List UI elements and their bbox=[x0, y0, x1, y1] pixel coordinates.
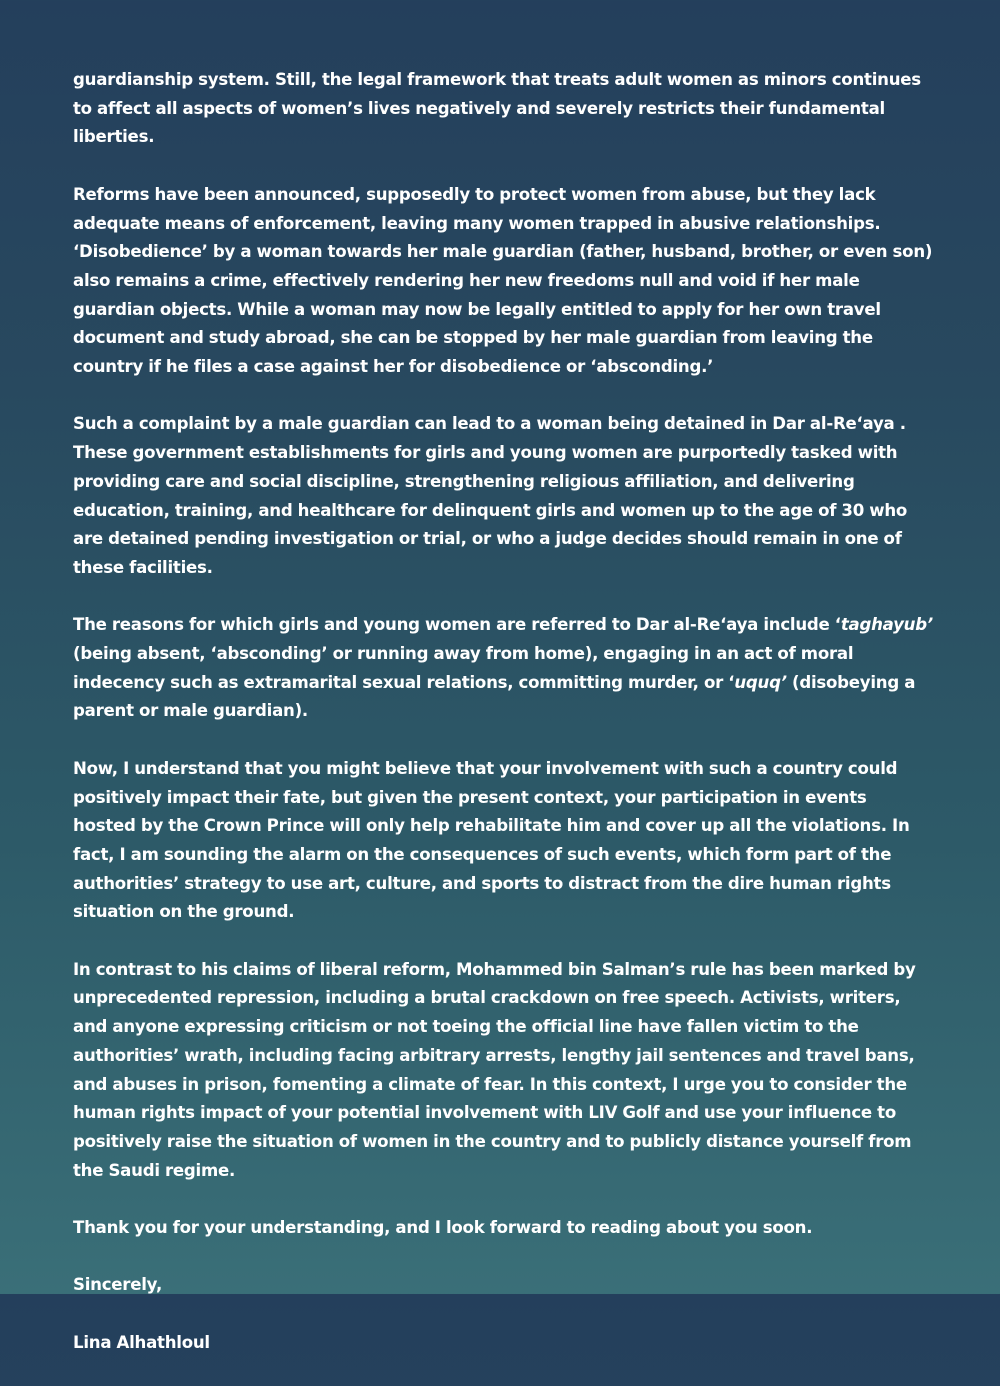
referral-text-part3: (disobeying a parent or male guardian). bbox=[73, 672, 916, 721]
signature-name: Lina Alhathloul bbox=[73, 1332, 210, 1352]
term-taghayub: taghayub’ bbox=[840, 615, 933, 635]
term-uquq: uquq’ bbox=[734, 672, 787, 692]
paragraph-dar-al-reaya: Such a complaint by a male guardian can lead to a woman being detained in Dar al-Re‘aya . These government establishments for girls and young women are purportedly tasked with providing care and social discipline, strengthening religious affiliation, and delivering education, training, and healthcare for delinquent girls and women up to the age of 30 who are detained pending investigation or trial, or who a judge decides should remain in one of these facilities. bbox=[73, 414, 908, 577]
paragraph-referral-reasons bbox=[73, 611, 933, 726]
referral-text-part1: The reasons for which girls and young women are referred to Dar al-Re‘aya include ‘ bbox=[73, 615, 841, 635]
letter-body bbox=[73, 66, 933, 1386]
closing-salutation: Sincerely, bbox=[73, 1275, 163, 1295]
paragraph-reforms: Reforms have been announced, supposedly to protect women from abuse, but they lack adequate means of enforcement, leaving many women trapped in abusive relationships. ‘Disobedience’ by a woman towards her male guardian (father, husband, brother, or even son) also remains a crime, effectively rendering her new freedoms null and void if her male guardian objects. While a woman may now be legally entitled to apply for her own travel document and study abroad, she can be stopped by her male guardian from leaving the country if he files a case against her for disobedience or ‘absconding.’ bbox=[73, 184, 933, 377]
paragraph-guardianship: guardianship system. Still, the legal framework that treats adult women as minors continues to affect all aspects of women’s lives negatively and severely restricts their fundamental liberties. bbox=[73, 70, 921, 147]
referral-text-part2: (being absent, ‘absconding’ or running away from home), engaging in an act of moral indecency such as extramarital sexual relations, committing murder, or ‘ bbox=[73, 644, 854, 692]
paragraph-crown-prince-events: Now, I understand that you might believe that your involvement with such a country could positively impact their fate, but given the present context, your participation in events hosted by the Crown Prince will only help rehabilitate him and cover up all the violations. In fact, I am sounding the alarm on the consequences of such events, which form part of the authorities’ strategy to use art, culture, and sports to distract from the dire human rights situation on the ground. bbox=[73, 758, 910, 922]
paragraph-thanks: Thank you for your understanding, and I look forward to reading about you soon. bbox=[73, 1218, 813, 1238]
paragraph-repression: In contrast to his claims of liberal reform, Mohammed bin Salman’s rule has been marked by unprecedented repression, including a brutal crackdown on free speech. Activists, writers, and anyone expressing criticism or not toeing the official line have fallen victim to the authorities’ wrath, including facing arbitrary arrests, lengthy jail sentences and travel bans, and abuses in prison, fomenting a climate of fear. In this context, I urge you to consider the human rights impact of your potential involvement with LIV Golf and use your influence to positively raise the situation of women in the country and to publicly distance yourself from the Saudi regime. bbox=[73, 959, 916, 1180]
